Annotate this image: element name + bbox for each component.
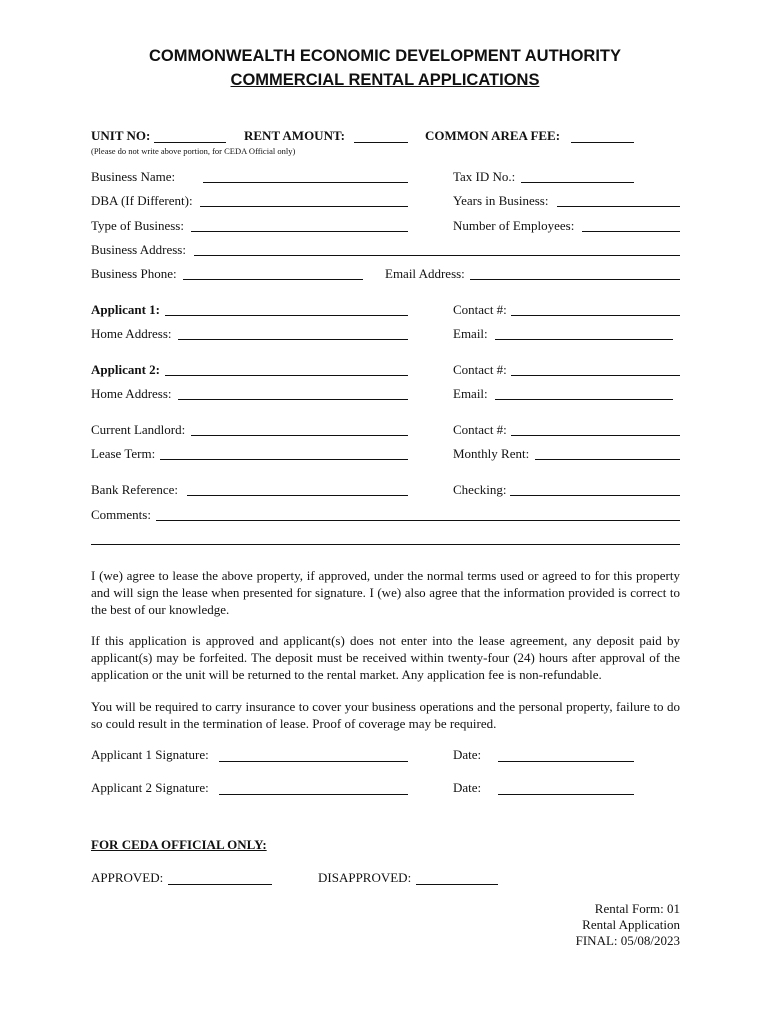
common-area-fee-field[interactable] [571,142,634,143]
monthly-rent-label: Monthly Rent: [453,446,530,461]
contact1-field[interactable] [511,315,680,316]
unit-no-label: UNIT NO: [91,128,151,143]
applicant1-label: Applicant 1: [91,302,160,317]
business-name-field[interactable] [203,182,408,183]
rent-amount-label: RENT AMOUNT: [244,128,345,143]
email-address-field[interactable] [470,279,680,280]
business-address-label: Business Address: [91,242,186,257]
contact3-field[interactable] [511,435,680,436]
dba-field[interactable] [200,206,408,207]
official-section-title: FOR CEDA OFFICIAL ONLY: [91,837,267,852]
type-of-business-label: Type of Business: [91,218,184,233]
business-phone-label: Business Phone: [91,266,177,281]
disapproved-field[interactable] [416,884,498,885]
applicant2-signature-label: Applicant 2 Signature: [91,780,209,795]
current-landlord-field[interactable] [191,435,408,436]
contact3-label: Contact #: [453,422,507,437]
footer-form-number: Rental Form: 01 [594,901,680,916]
email1-label: Email: [453,326,488,341]
bank-reference-field[interactable] [187,495,408,496]
document-title: COMMONWEALTH ECONOMIC DEVELOPMENT AUTHORITY [148,47,622,65]
tax-id-label: Tax ID No.: [453,169,516,184]
business-address-field[interactable] [194,255,680,256]
current-landlord-label: Current Landlord: [91,422,186,437]
contact1-label: Contact #: [453,302,507,317]
business-phone-field[interactable] [183,279,363,280]
applicant2-field[interactable] [165,375,408,376]
number-of-employees-field[interactable] [582,231,680,232]
footer-form-name: Rental Application [582,917,680,932]
date1-label: Date: [453,747,482,762]
disapproved-label: DISAPPROVED: [318,870,412,885]
document-subtitle: COMMERCIAL RENTAL APPLICATIONS [230,71,540,89]
footer-version-date: FINAL: 05/08/2023 [575,933,680,948]
home-address2-field[interactable] [178,399,408,400]
applicant2-label: Applicant 2: [91,362,160,377]
checking-field[interactable] [510,495,680,496]
approved-label: APPROVED: [91,870,164,885]
email2-field[interactable] [495,399,673,400]
dba-label: DBA (If Different): [91,193,193,208]
email2-label: Email: [453,386,488,401]
bank-reference-label: Bank Reference: [91,482,178,497]
number-of-employees-label: Number of Employees: [453,218,575,233]
monthly-rent-field[interactable] [535,459,680,460]
lease-term-field[interactable] [160,459,408,460]
email1-field[interactable] [495,339,673,340]
comments-label: Comments: [91,507,151,522]
applicant1-signature-field[interactable] [219,761,408,762]
date2-label: Date: [453,780,482,795]
official-note: (Please do not write above portion, for CEDA Official only) [91,146,296,156]
email-address-label: Email Address: [385,266,465,281]
applicant1-signature-label: Applicant 1 Signature: [91,747,209,762]
checking-label: Checking: [453,482,507,497]
contact2-field[interactable] [511,375,680,376]
comments-field[interactable] [156,520,680,521]
agreement-paragraph: I (we) agree to lease the above property, if approved, under the normal terms used or agreed to for this property and will sign the lease when presented for signature. I (we) also agree that the information provided is correct to the best of our knowledge. [91,568,680,617]
insurance-paragraph: You will be required to carry insurance to cover your business operations and the personal property, failure to do so could result in the termination of lease. Proof of coverage may be required. [91,699,680,731]
years-in-business-field[interactable] [557,206,680,207]
applicant1-field[interactable] [165,315,408,316]
years-in-business-label: Years in Business: [453,193,549,208]
date1-field[interactable] [498,761,634,762]
date2-field[interactable] [498,794,634,795]
rent-amount-field[interactable] [354,142,408,143]
contact2-label: Contact #: [453,362,507,377]
lease-term-label: Lease Term: [91,446,156,461]
tax-id-field[interactable] [521,182,634,183]
comments-field-line2[interactable] [91,544,680,545]
type-of-business-field[interactable] [191,231,408,232]
deposit-paragraph: If this application is approved and applicant(s) does not enter into the lease agreement, any deposit paid by applicant(s) may be forfeited. The deposit must be received within twenty-four (24) hours after approval of the application or the unit will be returned to the rental market. Any application fee is non-refundable. [91,633,680,682]
common-area-fee-label: COMMON AREA FEE: [425,128,561,143]
home-address1-label: Home Address: [91,326,172,341]
business-name-label: Business Name: [91,169,176,184]
unit-no-field[interactable] [154,142,226,143]
applicant2-signature-field[interactable] [219,794,408,795]
approved-field[interactable] [168,884,272,885]
home-address2-label: Home Address: [91,386,172,401]
home-address1-field[interactable] [178,339,408,340]
